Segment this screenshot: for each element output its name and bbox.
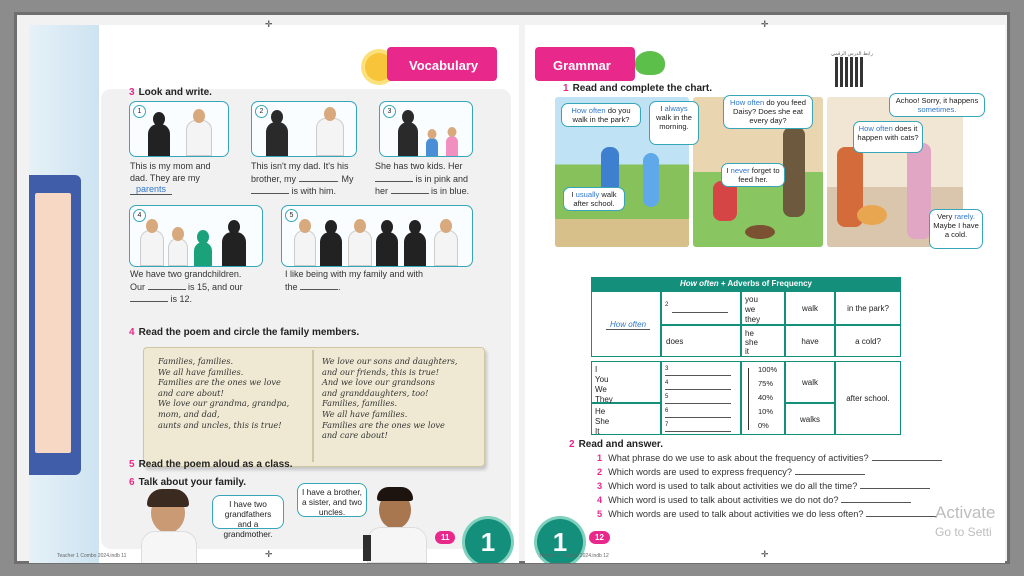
poem-left-column: [158, 356, 289, 430]
pronoun: they: [745, 315, 761, 324]
page-number-12: 12: [589, 531, 610, 544]
poem-line: We love our grandma, grandpa,: [158, 398, 290, 409]
percentage-label: 100%: [758, 365, 778, 374]
table-cell-walks: walks: [785, 403, 835, 435]
question-item: 4 Which word is used to talk about activities we do not do?: [597, 495, 911, 505]
bubble-feed-daisy: How often do you feed Daisy? Does she eat every day?: [723, 95, 813, 129]
pronoun: he: [745, 329, 754, 338]
exercise-1-title: 1 Read and complete the chart.: [563, 83, 713, 94]
grammar-tab: Grammar: [535, 47, 635, 81]
table-cell-have: have: [785, 325, 835, 357]
table-cell-cold: a cold?: [835, 325, 901, 357]
subject: He: [595, 407, 606, 416]
table-header: How often + Adverbs of Frequency: [591, 277, 901, 291]
poem-line: And we love our grandsons: [322, 377, 435, 388]
bubble-usually: I usually walk after school.: [563, 187, 625, 211]
question-item: 3 Which word is used to talk about activities we do all the time?: [597, 481, 930, 491]
question-item: 1 What phrase do we use to ask about the frequency of activities?: [597, 453, 942, 463]
pronoun: you: [745, 295, 758, 304]
crop-mark-icon: ✛: [761, 549, 769, 559]
poem-line: and our friends, this is true!: [322, 366, 440, 377]
activate-watermark: Activate: [935, 503, 996, 522]
unit-badge-left: 1: [465, 519, 511, 563]
poem-line: aunts and uncles, this is true!: [158, 419, 282, 430]
bubble-never: I never forget to feed her.: [721, 163, 785, 187]
unit-badge-right: 1: [537, 519, 583, 563]
poem-line: We all have families.: [158, 366, 244, 377]
poem-line: mom, and dad,: [158, 408, 220, 419]
picture-3-caption: She has two kids. Her is in pink and her is in blue.: [375, 161, 470, 196]
poem-line: Families are the ones we love: [158, 377, 281, 388]
bubble-how-often-cats: How often does it happen with cats?: [853, 121, 923, 153]
qr-caption: رابط الدرس الرقمي: [831, 51, 873, 57]
percentage-label: 40%: [758, 393, 774, 402]
exercise-2-title: 2 Read and answer.: [569, 439, 664, 450]
poem-line: Families, families.: [158, 356, 234, 366]
exercise-3-title: 3 Look and write.: [129, 87, 212, 98]
pronoun: she: [745, 338, 758, 347]
subject: It: [595, 427, 600, 436]
table-cell-after-school: after school.: [835, 361, 901, 435]
table-cell-subjects2: [591, 403, 661, 435]
pronoun: we: [745, 305, 756, 314]
footer-left: Teacher 1 Combo 2024.indb 11: [57, 553, 127, 559]
crop-mark-icon: ✛: [761, 19, 769, 29]
table-cell-pronouns1: [741, 291, 785, 325]
subject: I: [595, 365, 598, 374]
table-cell-does: does: [661, 325, 741, 357]
table-cell-percentages: [741, 361, 785, 435]
percentage-label: 0%: [758, 421, 769, 430]
blank-line: 5: [665, 394, 731, 404]
poem-right-column: [322, 356, 458, 441]
crop-mark-icon: ✛: [265, 549, 273, 559]
document-frame: [14, 12, 1010, 564]
speech-bubble-2: I have a brother, a sister, and two uncles.: [297, 483, 367, 517]
question-item: 2 Which words are used to express frequency?: [597, 467, 865, 477]
picture-2: 2: [251, 101, 357, 157]
speech-bubble-1: I have two grandfathers and a grandmother.: [212, 495, 284, 529]
vocabulary-tab: Vocabulary: [387, 47, 497, 81]
subject: You: [595, 375, 609, 384]
picture-4-caption: We have two grandchildren. Our is 15, and our is 12.: [130, 269, 243, 304]
picture-1-caption: This is my mom and dad. They are my parents: [130, 161, 211, 194]
bubble-how-often-walk: How often do you walk in the park?: [561, 103, 641, 127]
poem-line: and care about!: [322, 430, 388, 441]
table-cell-blank2: 2: [661, 291, 741, 325]
poem-line: and care about!: [158, 387, 224, 398]
exercise-5-title: 5 Read the poem aloud as a class.: [129, 459, 293, 470]
frequency-arrow-icon: [748, 368, 749, 430]
picture-2-caption: This isn't my dad. It's his brother, my . My is with him.: [251, 161, 354, 196]
blank-line: 3: [665, 366, 731, 376]
table-cell-answer1: How often: [591, 291, 661, 357]
bubble-rarely: Very rarely. Maybe I have a cold.: [929, 209, 983, 249]
picture-5: 5: [281, 205, 473, 267]
poem-line: and granddaughters, too!: [322, 387, 429, 398]
table-cell-blanks: [661, 361, 741, 435]
bubble-sometimes: Achoo! Sorry, it happens sometimes.: [889, 93, 985, 117]
percentage-label: 75%: [758, 379, 774, 388]
picture-5-caption: I like being with my family and with the .: [285, 269, 424, 292]
table-cell-subjects1: [591, 361, 661, 403]
poem-book: [143, 347, 485, 467]
subject: She: [595, 417, 610, 426]
blank-line: 7: [665, 422, 731, 432]
settings-watermark: Go to Setti: [935, 525, 992, 539]
dinosaur-mascot-icon: [635, 51, 665, 75]
page-11: [29, 25, 519, 563]
table-cell-park: in the park?: [835, 291, 901, 325]
exercise-4-title: 4 Read the poem and circle the family members.: [129, 327, 360, 338]
book-illustration: [29, 175, 81, 475]
exercise-6-title: 6 Talk about your family.: [129, 477, 246, 488]
percentage-label: 10%: [758, 407, 774, 416]
poem-line: Families, families.: [322, 398, 398, 409]
blank-line: 4: [665, 380, 731, 390]
table-cell-pronouns2: [741, 325, 785, 357]
footer-right: Teacher 1 Combo 2024.indb 12: [539, 553, 609, 559]
table-cell-walk2: walk: [785, 361, 835, 403]
picture-1: 1: [129, 101, 229, 157]
picture-3: 3: [379, 101, 473, 157]
picture-4: 4: [129, 205, 263, 267]
question-item: 5 Which words are used to talk about activities we do less often?: [597, 509, 936, 519]
subject: They: [595, 395, 613, 404]
table-cell-walk: walk: [785, 291, 835, 325]
bubble-always: I always walk in the morning.: [649, 101, 699, 145]
poem-line: Families are the ones we love: [322, 419, 445, 430]
crop-mark-icon: ✛: [265, 19, 273, 29]
page-12: [525, 25, 1005, 563]
poem-line: We love our sons and daughters,: [322, 356, 458, 366]
pronoun: it: [745, 347, 749, 356]
page-number-11: 11: [435, 531, 455, 544]
blank-line: 6: [665, 408, 731, 418]
poem-line: We all have families.: [322, 408, 408, 419]
qr-code: [835, 57, 865, 87]
subject: We: [595, 385, 607, 394]
